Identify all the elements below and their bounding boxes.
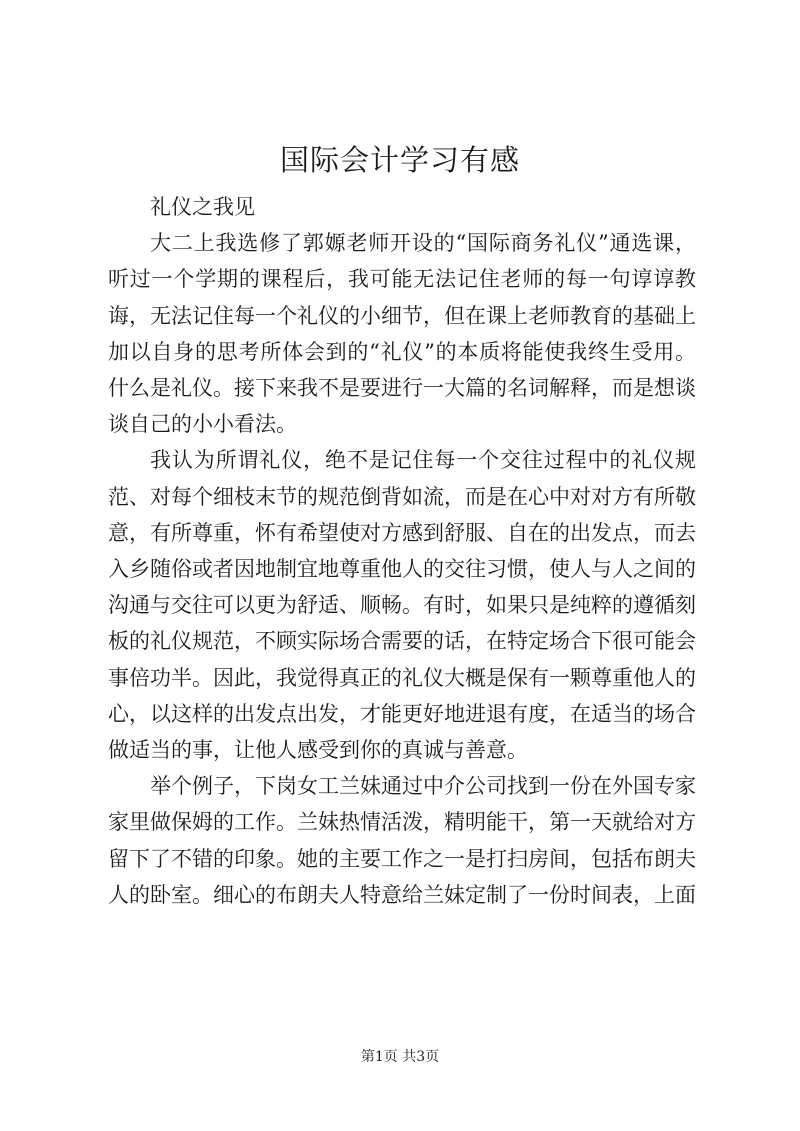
paragraph: 举个例子，下岗女工兰妹通过中介公司找到一份在外国专家家里做保姆的工作。兰妹热情活泼，精明能干，第一天就给对方留下了不错的印象。她的主要工作之一是打扫房间，包括布朗夫人的卧室。细心的布朗夫人特意给兰妹定制了一份时间表，上面 <box>108 774 696 907</box>
paragraph: 大二上我选修了郭嫄老师开设的“国际商务礼仪”通选课，听过一个学期的课程后，我可能无法记住老师的每一句谆谆教诲，无法记住每一个礼仪的小细节，但在课上老师教育的基础上加以自身的思考所体会到的“礼仪”的本质将能使我终生受用。什么是礼仪。接下来我不是要进行一大篇的名词解释，而是想谈谈自己的小小看法。 <box>108 231 696 437</box>
document-body <box>108 189 696 913</box>
paragraph-subtitle: 礼仪之我见 <box>150 195 255 219</box>
paragraph: 我认为所谓礼仪，绝不是记住每一个交往过程中的礼仪规范、对每个细枝末节的规范倒背如流，而是在心中对对方有所敬意，有所尊重，怀有希望使对方感到舒服、自在的出发点，而去入乡随俗或者因地制宜地尊重他人的交往习惯，使人与人之间的沟通与交往可以更为舒适、顺畅。有时，如果只是纯粹的遵循刻板的礼仪规范，不顾实际场合需要的话，在特定场合下很可能会事倍功半。因此，我觉得真正的礼仪大概是保有一颗尊重他人的心，以这样的出发点出发，才能更好地进退有度，在适当的场合做适当的事，让他人感受到你的真诚与善意。 <box>108 448 696 763</box>
document-title: 国际会计学习有感 <box>279 143 520 177</box>
page-footer: 第1页 共3页 <box>360 1049 440 1065</box>
